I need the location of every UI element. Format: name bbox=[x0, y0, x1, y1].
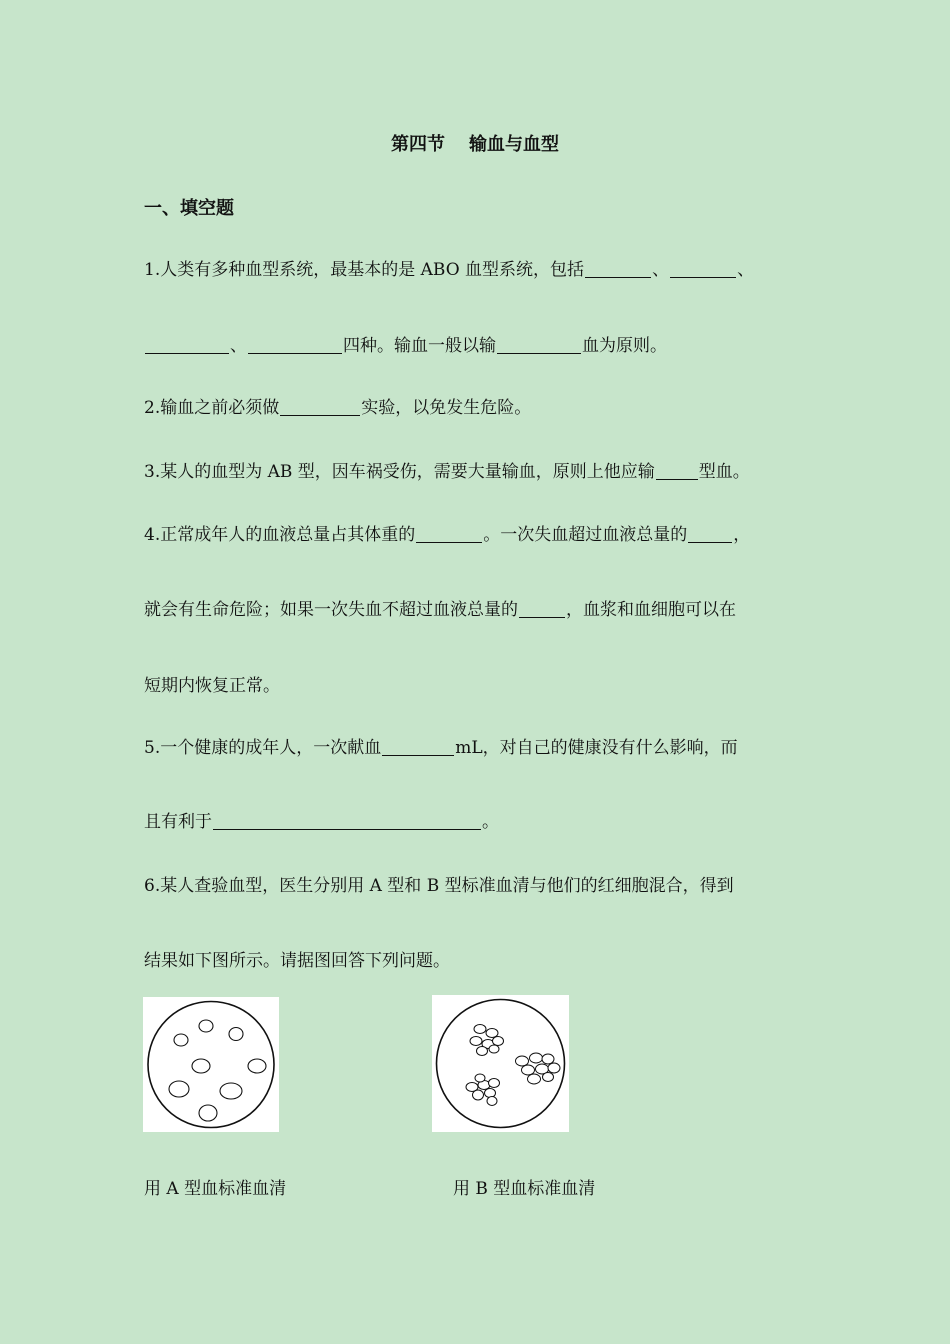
answer-blank[interactable] bbox=[585, 259, 651, 278]
answer-blank[interactable] bbox=[656, 461, 698, 480]
question-3: 3.某人的血型为 AB 型，因车祸受伤，需要大量输血，原则上他应输 型血。 bbox=[144, 462, 750, 482]
answer-blank[interactable] bbox=[519, 599, 565, 618]
question-1-line-1: 1.人类有多种血型系统，最基本的是 ABO 血型系统，包括 、 、 bbox=[144, 260, 755, 280]
title-section-number: 第四节 bbox=[391, 134, 445, 155]
page-title bbox=[0, 130, 950, 156]
question-4-line-3: 短期内恢复正常。 bbox=[144, 676, 280, 696]
answer-blank[interactable] bbox=[382, 737, 454, 756]
petri-dish-clumped-cells-icon bbox=[432, 995, 569, 1132]
question-5-line-1: 5.一个健康的成年人，一次献血 mL，对自己的健康没有什么影响，而 bbox=[144, 738, 738, 758]
answer-blank[interactable] bbox=[213, 811, 481, 830]
answer-blank[interactable] bbox=[688, 524, 732, 543]
petri-dish-scattered-cells-icon bbox=[143, 997, 279, 1132]
answer-blank[interactable] bbox=[145, 335, 229, 354]
question-6-line-1: 6.某人查验血型，医生分别用 A 型和 B 型标准血清与他们的红细胞混合，得到 bbox=[144, 876, 734, 896]
question-1-line-2: 、 四种。输血一般以输 血为原则。 bbox=[144, 334, 667, 358]
question-6-line-2: 结果如下图所示。请据图回答下列问题。 bbox=[144, 951, 450, 971]
answer-blank[interactable] bbox=[670, 259, 736, 278]
answer-blank[interactable] bbox=[248, 335, 342, 354]
answer-blank[interactable] bbox=[416, 524, 482, 543]
question-4-line-2: 就会有生命危险；如果一次失血不超过血液总量的 ，血浆和血细胞可以在 bbox=[144, 600, 736, 620]
figure-a-caption: 用 A 型血标准血清 bbox=[144, 1179, 287, 1199]
figure-a-serum bbox=[143, 997, 279, 1132]
answer-blank[interactable] bbox=[280, 397, 360, 416]
answer-blank[interactable] bbox=[497, 335, 581, 354]
title-topic: 输血与血型 bbox=[469, 134, 559, 155]
question-4-line-1: 4.正常成年人的血液总量占其体重的 。一次失血超过血液总量的 ， bbox=[144, 525, 751, 545]
figure-b-serum bbox=[432, 995, 569, 1132]
section-heading: 一、填空题 bbox=[144, 198, 234, 219]
question-5-line-2: 且有利于 。 bbox=[144, 812, 499, 832]
figure-b-caption: 用 B 型血标准血清 bbox=[453, 1179, 596, 1199]
question-2: 2.输血之前必须做 实验，以免发生危险。 bbox=[144, 398, 532, 418]
